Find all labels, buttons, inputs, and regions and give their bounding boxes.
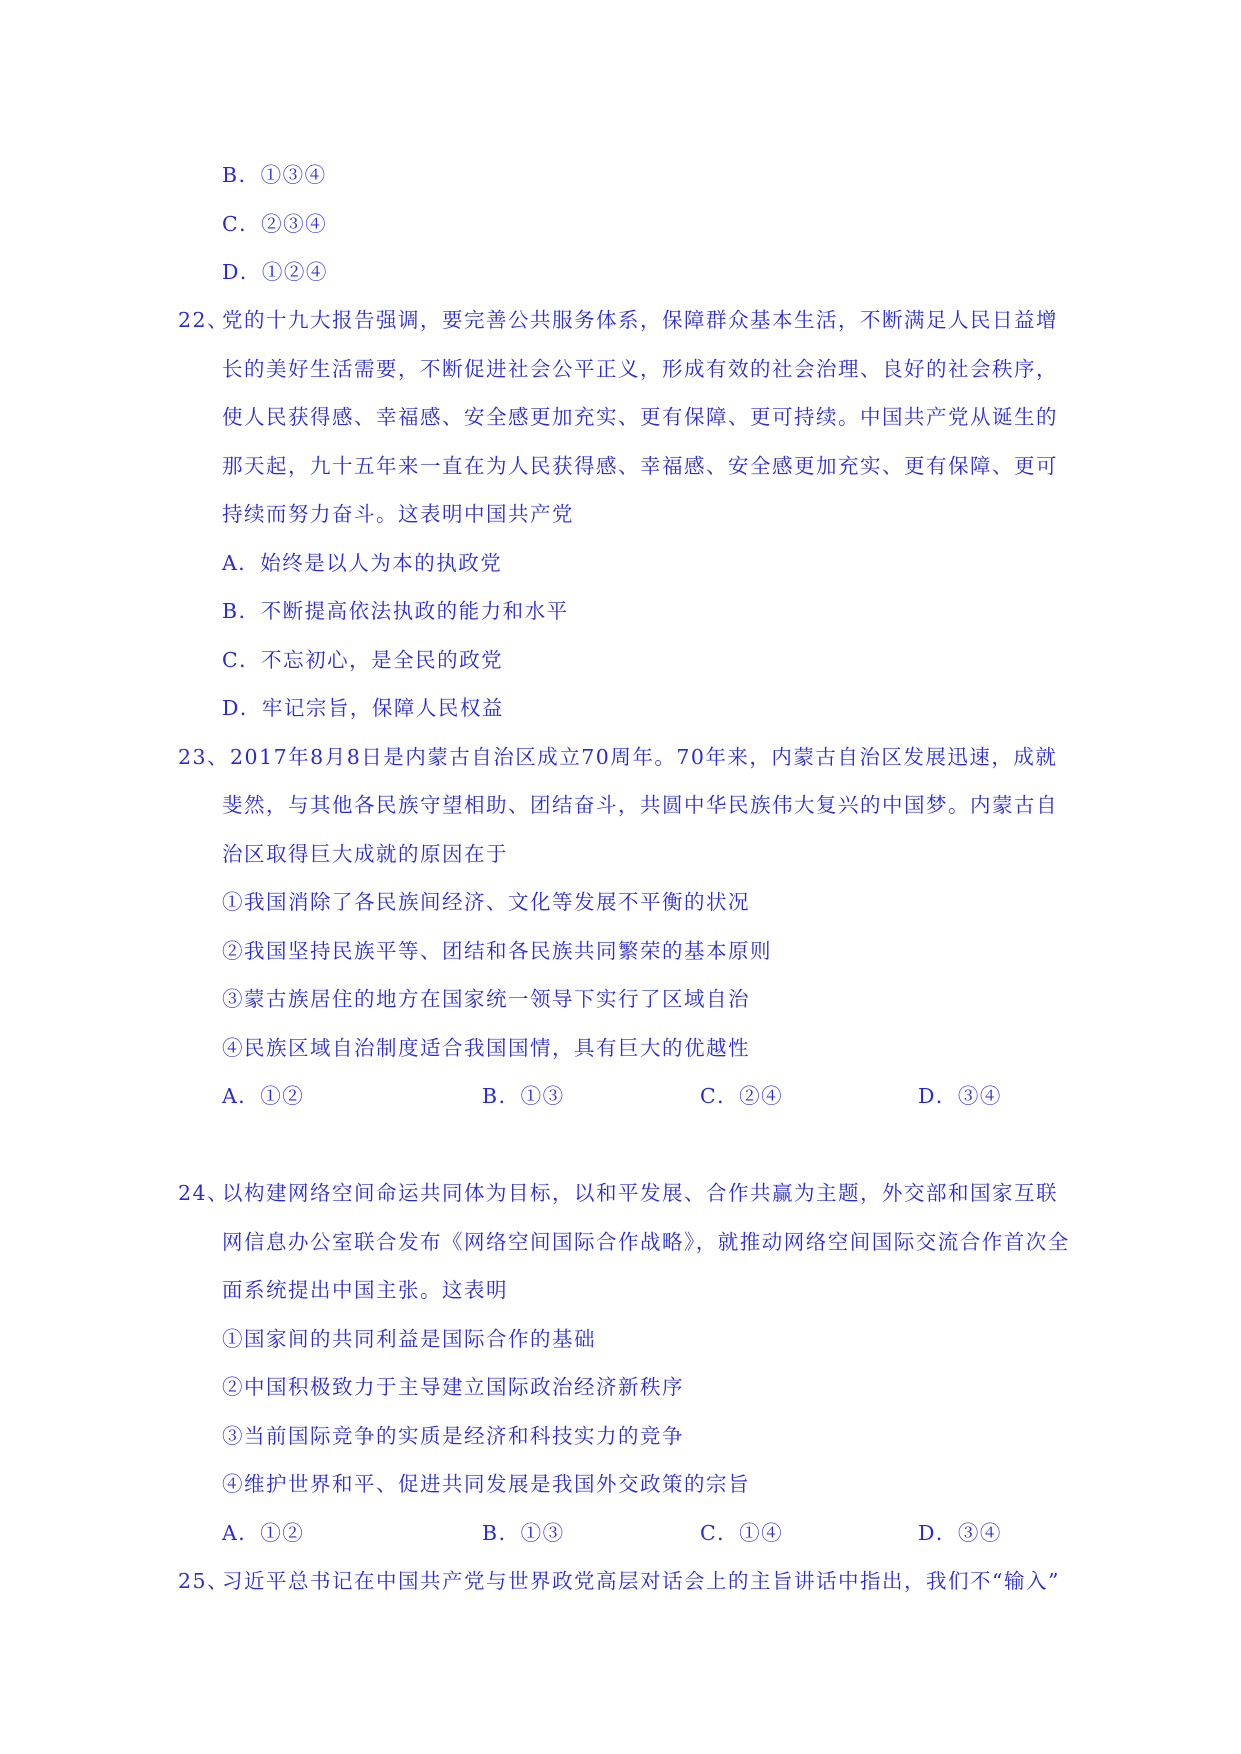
question-24-stem-line: 网信息办公室联合发布《网络空间国际合作战略》，就推动网络空间国际交流合作首次全 [222,1230,1070,1254]
question-23-statement: ④民族区域自治制度适合我国国情，具有巨大的优越性 [222,1036,750,1060]
question-23-statement: ①我国消除了各民族间经济、文化等发展不平衡的状况 [222,890,750,914]
question-22-number: 22、 [178,308,230,332]
question-23-statement: ②我国坚持民族平等、团结和各民族共同繁荣的基本原则 [222,939,772,963]
question-25-number: 25、 [178,1569,230,1593]
option-d: D．①②④ [222,260,328,284]
question-24-option-b: B．①③ [482,1521,565,1545]
question-22-stem-line: 长的美好生活需要，不断促进社会公平正义，形成有效的社会治理、良好的社会秩序， [222,357,1058,381]
question-23-option-a: A．①② [222,1084,305,1108]
question-24-option-c: C．①④ [700,1521,784,1545]
question-22-stem-line: 持续而努力奋斗。这表明中国共产党 [222,502,574,526]
question-23-option-c: C．②④ [700,1084,784,1108]
question-24-stem-line: 以构建网络空间命运共同体为目标，以和平发展、合作共赢为主题，外交部和国家互联 [222,1181,1058,1205]
question-23-stem-line: 斐然，与其他各民族守望相助、团结奋斗，共圆中华民族伟大复兴的中国梦。内蒙古自 [222,793,1058,817]
question-25-stem-line: 习近平总书记在中国共产党与世界政党高层对话会上的主旨讲话中指出，我们不“输入” [222,1569,1060,1593]
question-24-statement: ④维护世界和平、促进共同发展是我国外交政策的宗旨 [222,1472,750,1496]
question-23-number: 23、 [178,745,230,769]
question-24-statement: ①国家间的共同利益是国际合作的基础 [222,1327,596,1351]
question-24-stem-line: 面系统提出中国主张。这表明 [222,1278,508,1302]
question-24-option-d: D．③④ [918,1521,1002,1545]
question-24-statement: ②中国积极致力于主导建立国际政治经济新秩序 [222,1375,684,1399]
question-24-statement: ③当前国际竞争的实质是经济和科技实力的竞争 [222,1424,684,1448]
question-24-option-a: A．①② [222,1521,305,1545]
question-23-stem-line: 2017年8月8日是内蒙古自治区成立70周年。70年来，内蒙古自治区发展迅速，成就 [230,745,1058,769]
question-23-option-d: D．③④ [918,1084,1002,1108]
question-23-stem-line: 治区取得巨大成就的原因在于 [222,842,508,866]
option-c: C．②③④ [222,212,328,236]
question-22-option-d: D．牢记宗旨，保障人民权益 [222,696,504,720]
question-22-stem-line: 那天起，九十五年来一直在为人民获得感、幸福感、安全感更加充实、更有保障、更可 [222,454,1058,478]
question-23-statement: ③蒙古族居住的地方在国家统一领导下实行了区域自治 [222,987,750,1011]
question-22-stem-line: 使人民获得感、幸福感、安全感更加充实、更有保障、更可持续。中国共产党从诞生的 [222,405,1058,429]
question-22-stem-line: 党的十九大报告强调，要完善公共服务体系，保障群众基本生活，不断满足人民日益增 [222,308,1058,332]
question-22-option-b: B．不断提高依法执政的能力和水平 [222,599,569,623]
question-23-option-b: B．①③ [482,1084,565,1108]
question-24-number: 24、 [178,1181,230,1205]
option-b: B．①③④ [222,163,327,187]
question-22-option-a: A．始终是以人为本的执政党 [222,551,503,575]
question-22-option-c: C．不忘初心，是全民的政党 [222,648,504,672]
